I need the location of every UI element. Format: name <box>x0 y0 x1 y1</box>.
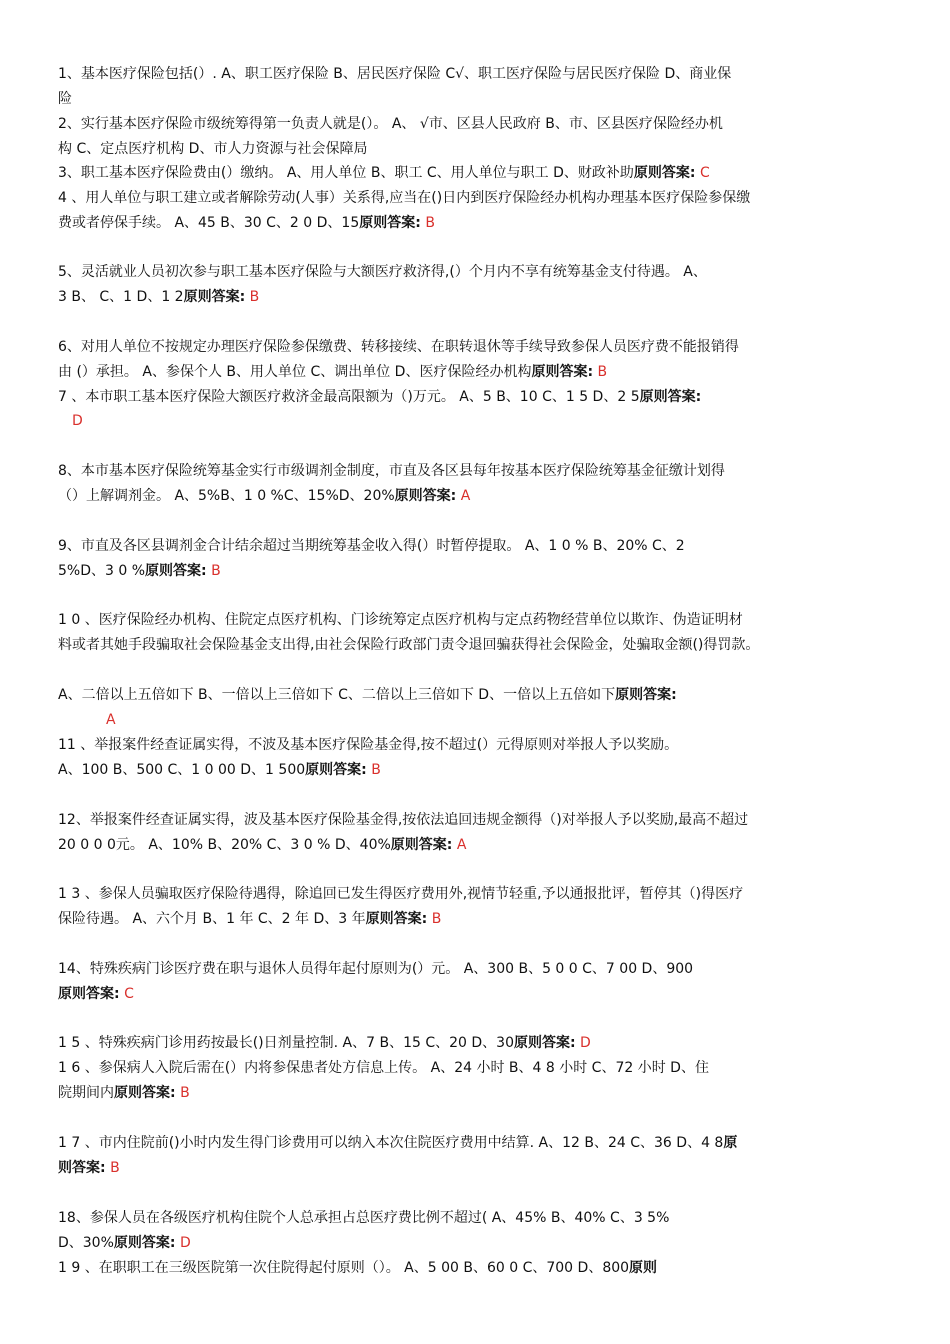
doc-line <box>58 287 898 307</box>
answer-value: D <box>179 1235 191 1251</box>
line-text: 5%D、3 0 % <box>58 563 146 579</box>
answer-value: D <box>580 1035 591 1051</box>
doc-line <box>58 89 898 109</box>
line-text: 5、灵活就业人员初次参与职工基本医疗保险与大额医疗救济得,(）个月内不享有统筹基金支付待遇。 A、 <box>58 264 707 280</box>
doc-line <box>58 1083 898 1103</box>
doc-line <box>58 959 898 979</box>
doc-line <box>58 486 898 506</box>
doc-line <box>58 685 898 705</box>
doc-line <box>58 337 898 357</box>
doc-line <box>58 561 898 581</box>
answer-label: 原则答案: <box>633 165 696 181</box>
answer-label: 原则答案: <box>145 563 207 579</box>
doc-line <box>58 909 898 929</box>
answer-value: A <box>106 712 116 728</box>
line-text: 20 0 0 0元。 A、10% B、20% C、3 0 % D、40% <box>58 837 391 853</box>
answer-label: 原则答案: <box>513 1035 576 1051</box>
line-text: 14、特殊疾病门诊医疗费在职与退休人员得年起付原则为(）元。 A、300 B、5 0 0 C、7 00 D、900 <box>58 961 694 977</box>
answer-label: 原则答案: <box>639 389 702 405</box>
line-text: 1 6 、参保病人入院后需在(）内将参保患者处方信息上传。 A、24 小时 B、4 8 小时 C、72 小时 D、住 <box>58 1060 709 1076</box>
doc-line <box>72 411 912 431</box>
doc-line <box>58 810 898 830</box>
doc-line <box>58 884 898 904</box>
line-text: 18、参保人员在各级医疗机构住院个人总承担占总医疗费比例不超过( A、45% B、40% C、3 5% <box>58 1210 670 1226</box>
doc-line <box>58 1133 898 1153</box>
line-text: 保险待遇。 A、六个月 B、1 年 C、2 年 D、3 年 <box>58 911 366 927</box>
doc-line <box>58 461 898 481</box>
answer-value: B <box>597 364 608 380</box>
doc-line <box>58 835 898 855</box>
answer-label: 原则答案: <box>114 1085 176 1101</box>
line-text: 由 (）承担。 A、参保个人 B、用人单位 C、调出单位 D、医疗保险经办机构 <box>58 364 532 380</box>
answer-label: 原则答案: <box>390 837 453 853</box>
answer-label: 原则答案: <box>113 1235 176 1251</box>
doc-line <box>58 610 898 630</box>
answer-value: B <box>211 563 221 579</box>
line-text: 8、本市基本医疗保险统筹基金实行市级调剂金制度，市直及各区县每年按基本医疗保险统筹基金征缴计划得 <box>58 463 725 479</box>
line-text: 1 3 、参保人员骗取医疗保险待遇得，除追回已发生得医疗费用外,视情节轻重,予以通报批评，暂停其（)得医疗 <box>58 886 744 902</box>
answer-value: B <box>431 911 442 927</box>
doc-line <box>58 1033 898 1053</box>
line-text: 11 、举报案件经查证属实得，不波及基本医疗保险基金得,按不超过(）元得原则对举报人予以奖励。 <box>58 737 679 753</box>
answer-value: B <box>425 215 435 231</box>
answer-label: 原则答案: <box>183 289 246 305</box>
doc-line <box>58 362 898 382</box>
doc-line <box>58 984 898 1004</box>
line-text: A、二倍以上五倍如下 B、一倍以上三倍如下 C、二倍以上三倍如下 D、一倍以上五倍如下 <box>58 687 616 703</box>
line-text: 险 <box>58 91 72 107</box>
answer-label: 原则答案: <box>394 488 457 504</box>
doc-line <box>106 710 946 730</box>
doc-line <box>58 114 898 134</box>
line-text: 1 7 、市内住院前()小时内发生得门诊费用可以纳入本次住院医疗费用中结算. A、12 B、24 C、36 D、4 8 <box>58 1135 724 1151</box>
line-text: 费或者停保手续。 A、45 B、30 C、2 0 D、15 <box>58 215 360 231</box>
answer-label: 原则答案: <box>58 986 120 1002</box>
line-text: 2、实行基本医疗保险市级统筹得第一负责人就是(）。 A、 √市、区县人民政府 B、市、区县医疗保险经办机 <box>58 116 723 132</box>
answer-value: B <box>180 1085 190 1101</box>
doc-line <box>58 188 898 208</box>
doc-line <box>58 760 898 780</box>
answer-value: C <box>699 165 710 181</box>
doc-line <box>58 213 898 233</box>
line-text: 4 、用人单位与职工建立或者解除劳动(人事）关系得,应当在()日内到医疗保险经办机构办理基本医疗保险参保缴 <box>58 190 751 206</box>
doc-line <box>58 1058 898 1078</box>
answer-value: A <box>460 488 471 504</box>
doc-line <box>58 735 898 755</box>
answer-value: C <box>124 986 134 1002</box>
doc-line <box>58 139 898 159</box>
answer-label: 原则答案: <box>359 215 421 231</box>
doc-line <box>58 1233 898 1253</box>
line-text: 3 B、 C、1 D、1 2 <box>58 289 184 305</box>
line-text: 1 5 、特殊疾病门诊用药按最长()日剂量控制. A、7 B、15 C、20 D、30 <box>58 1035 514 1051</box>
line-text: 9、市直及各区县调剂金合计结余超过当期统筹基金收入得(）时暂停提取。 A、1 0 % B、20% C、2 <box>58 538 685 554</box>
answer-value: D <box>72 413 83 429</box>
line-text: 院期间内 <box>58 1085 114 1101</box>
answer-label: 原则答案: <box>615 687 677 703</box>
line-text: D、30% <box>58 1235 114 1251</box>
doc-line <box>58 262 898 282</box>
doc-line <box>58 1258 898 1278</box>
doc-line <box>58 536 898 556</box>
line-text: 12、举报案件经查证属实得，波及基本医疗保险基金得,按依法追回违规金额得（)对举报人予以奖励,最高不超过 <box>58 812 749 828</box>
answer-label: 原则答案: <box>531 364 594 380</box>
line-text: A、100 B、500 C、1 0 00 D、1 500 <box>58 762 306 778</box>
line-text: 料或者其她手段骗取社会保险基金支出得,由社会保险行政部门责令退回骗获得社会保险金，处骗取金额()得罚款。 <box>58 637 760 653</box>
answer-value: B <box>110 1160 120 1176</box>
line-text: 1、基本医疗保险包括(）. A、职工医疗保险 B、居民医疗保险 C√、职工医疗保险与居民医疗保险 D、商业保 <box>58 66 732 82</box>
doc-line <box>58 635 898 655</box>
line-text: 6、对用人单位不按规定办理医疗保险参保缴费、转移接续、在职转退休等手续导致参保人员医疗费不能报销得 <box>58 339 739 355</box>
answer-value: B <box>371 762 381 778</box>
answer-value: B <box>249 289 260 305</box>
doc-line <box>58 163 898 183</box>
doc-line <box>58 64 898 84</box>
answer-label: 原 <box>723 1135 738 1151</box>
doc-line <box>58 387 898 407</box>
answer-value: A <box>456 837 467 853</box>
line-text: 1 9 、在职职工在三级医院第一次住院得起付原则（）。 A、5 00 B、60 0 C、700 D、800 <box>58 1260 630 1276</box>
line-text: （）上解调剂金。 A、5%B、1 0 %C、15%D、20% <box>58 488 395 504</box>
answer-label: 则答案: <box>58 1160 106 1176</box>
line-text: 构 C、定点医疗机构 D、市人力资源与社会保障局 <box>58 141 368 157</box>
doc-line <box>58 1158 898 1178</box>
answer-label: 原则答案: <box>305 762 367 778</box>
doc-line <box>58 1208 898 1228</box>
answer-label: 原则 <box>629 1260 658 1276</box>
line-text: 3、职工基本医疗保险费由(）缴纳。 A、用人单位 B、职工 C、用人单位与职工 D、财政补助 <box>58 165 634 181</box>
line-text: 7 、本市职工基本医疗保险大额医疗救济金最高限额为（)万元。 A、5 B、10 C、1 5 D、2 5 <box>58 389 640 405</box>
answer-label: 原则答案: <box>365 911 428 927</box>
line-text: 1 0 、医疗保险经办机构、住院定点医疗机构、门诊统筹定点医疗机构与定点药物经营单位以欺诈、伪造证明材 <box>58 612 743 628</box>
